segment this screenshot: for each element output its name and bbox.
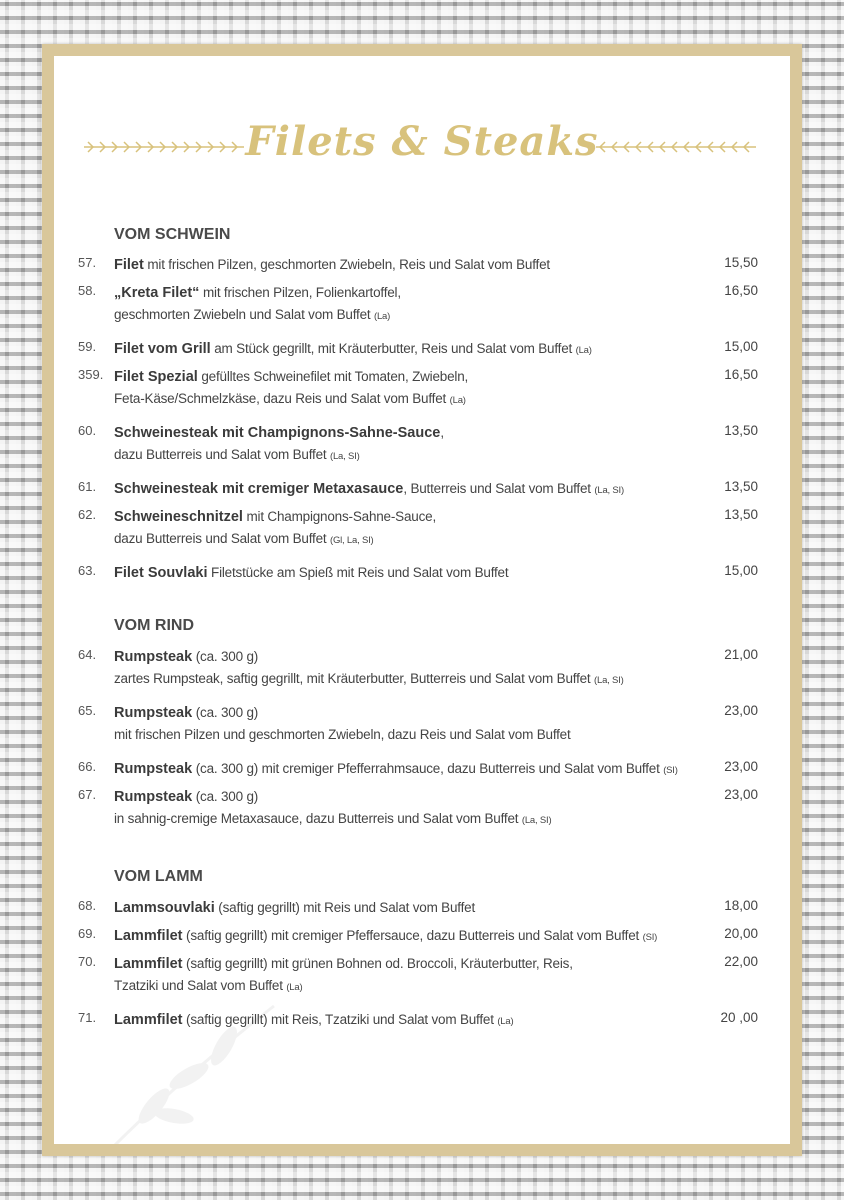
- item-description: Tzatziki und Salat vom Buffet: [114, 978, 287, 993]
- item-name: Schweinesteak mit Champignons-Sahne-Sauce: [114, 425, 441, 441]
- item-description: dazu Butterreis und Salat vom Buffet: [114, 531, 330, 546]
- section-heading-beef: VOM RIND: [114, 617, 194, 634]
- item-name: Filet Spezial: [114, 369, 198, 385]
- item-number: 57.: [78, 255, 97, 270]
- item-number: 69.: [78, 926, 97, 941]
- item-description: mit frischen Pilzen, geschmorten Zwiebeln, Reis und Salat vom Buffet: [143, 257, 550, 272]
- item-price: 22,00: [724, 954, 758, 969]
- item-name: Rumpsteak: [114, 761, 193, 777]
- item-name: Filet Souvlaki: [114, 565, 208, 581]
- item-allergens: (La): [575, 345, 592, 356]
- section-heading-lamb: VOM LAMM: [114, 868, 203, 885]
- item-description: (ca. 300 g): [192, 649, 259, 664]
- item-description: mit frischen Pilzen und geschmorten Zwiebeln, dazu Reis und Salat vom Buffet: [114, 727, 571, 742]
- section-heading-pork: VOM SCHWEIN: [114, 226, 231, 243]
- item-name: Lammsouvlaki: [114, 900, 215, 916]
- item-description: (ca. 300 g): [192, 789, 259, 804]
- item-name: Lammfilet: [114, 928, 183, 944]
- item-allergens: (Gl, La, SI): [329, 535, 374, 546]
- item-allergens: (La): [497, 1016, 514, 1027]
- item-allergens: (La): [286, 982, 303, 993]
- item-name: Rumpsteak: [114, 705, 193, 721]
- item-price: 15,50: [724, 255, 758, 270]
- item-name: Rumpsteak: [114, 649, 193, 665]
- title-row: [54, 118, 790, 178]
- item-price: 16,50: [724, 367, 758, 382]
- item-price: 13,50: [724, 479, 758, 494]
- item-name: Filet: [114, 257, 144, 273]
- item-price: 23,00: [724, 787, 758, 802]
- item-number: 65.: [78, 703, 97, 718]
- item-price: 13,50: [724, 423, 758, 438]
- item-description: (saftig gegrillt) mit cremiger Pfeffersauce, dazu Butterreis und Salat vom Buffet: [182, 928, 643, 943]
- item-allergens: (La): [374, 311, 391, 322]
- item-number: 58.: [78, 283, 97, 298]
- item-price: 23,00: [724, 759, 758, 774]
- item-description: (ca. 300 g) mit cremiger Pfefferrahmsauce, dazu Butterreis und Salat vom Buffet: [192, 761, 664, 776]
- item-number: 64.: [78, 647, 97, 662]
- item-allergens: (La, SI): [594, 675, 624, 686]
- page-title: Filets & Steaks: [245, 118, 599, 165]
- item-description: zartes Rumpsteak, saftig gegrillt, mit Kräuterbutter, Butterreis und Salat vom Buffet: [114, 671, 595, 686]
- item-price: 20,00: [724, 926, 758, 941]
- item-allergens: (SI): [663, 765, 678, 776]
- item-description: Filetstücke am Spieß mit Reis und Salat vom Buffet: [207, 565, 509, 580]
- item-number: 62.: [78, 507, 97, 522]
- item-description: ,: [440, 425, 444, 440]
- item-description: (saftig gegrillt) mit grünen Bohnen od. Broccoli, Kräuterbutter, Reis,: [182, 956, 573, 971]
- item-description: (ca. 300 g): [192, 705, 259, 720]
- item-name: Lammfilet: [114, 956, 183, 972]
- item-allergens: (La, SI): [329, 451, 360, 462]
- item-description: in sahnig-cremige Metaxasauce, dazu Butterreis und Salat vom Buffet: [114, 811, 522, 826]
- item-number: 71.: [78, 1010, 97, 1025]
- item-number: 59.: [78, 339, 97, 354]
- item-number: 70.: [78, 954, 97, 969]
- item-description: (saftig gegrillt) mit Reis und Salat vom Buffet: [214, 900, 476, 915]
- menu-page: [54, 56, 790, 1144]
- arrow-ornament-right-icon: [596, 140, 756, 154]
- item-description: Feta-Käse/Schmelzkäse, dazu Reis und Salat vom Buffet: [114, 391, 450, 406]
- item-number: 60.: [78, 423, 97, 438]
- item-price: 13,50: [724, 507, 758, 522]
- item-number: 67.: [78, 787, 97, 802]
- item-price: 20 ,00: [720, 1010, 758, 1025]
- item-name: Filet vom Grill: [114, 341, 211, 357]
- item-name: Schweineschnitzel: [114, 509, 243, 525]
- item-description: , Butterreis und Salat vom Buffet: [403, 481, 595, 496]
- item-description: (saftig gegrillt) mit Reis, Tzatziki und Salat vom Buffet: [182, 1012, 498, 1027]
- item-description: mit frischen Pilzen, Folienkartoffel,: [199, 285, 401, 300]
- item-allergens: (La, SI): [594, 485, 624, 496]
- item-number: 66.: [78, 759, 97, 774]
- item-allergens: (La, SI): [521, 815, 552, 826]
- item-description: gefülltes Schweinefilet mit Tomaten, Zwiebeln,: [197, 369, 469, 384]
- item-price: 15,00: [724, 563, 758, 578]
- item-description: dazu Butterreis und Salat vom Buffet: [114, 447, 330, 462]
- item-allergens: (La): [449, 395, 466, 406]
- item-description: geschmorten Zwiebeln und Salat vom Buffet: [114, 307, 374, 322]
- item-name: Lammfilet: [114, 1012, 183, 1028]
- item-price: 15,00: [724, 339, 758, 354]
- item-name: Schweinesteak mit cremiger Metaxasauce: [114, 481, 404, 497]
- item-allergens: (SI): [642, 932, 658, 943]
- item-name: „Kreta Filet“: [114, 285, 200, 301]
- item-number: 63.: [78, 563, 97, 578]
- item-description: am Stück gegrillt, mit Kräuterbutter, Reis und Salat vom Buffet: [210, 341, 576, 356]
- item-description: mit Champignons-Sahne-Sauce,: [242, 509, 436, 524]
- item-price: 18,00: [724, 898, 758, 913]
- item-price: 23,00: [724, 703, 758, 718]
- item-number: 359.: [78, 367, 104, 382]
- item-number: 61.: [78, 479, 97, 494]
- item-price: 21,00: [724, 647, 758, 662]
- item-number: 68.: [78, 898, 97, 913]
- item-price: 16,50: [724, 283, 758, 298]
- item-name: Rumpsteak: [114, 789, 193, 805]
